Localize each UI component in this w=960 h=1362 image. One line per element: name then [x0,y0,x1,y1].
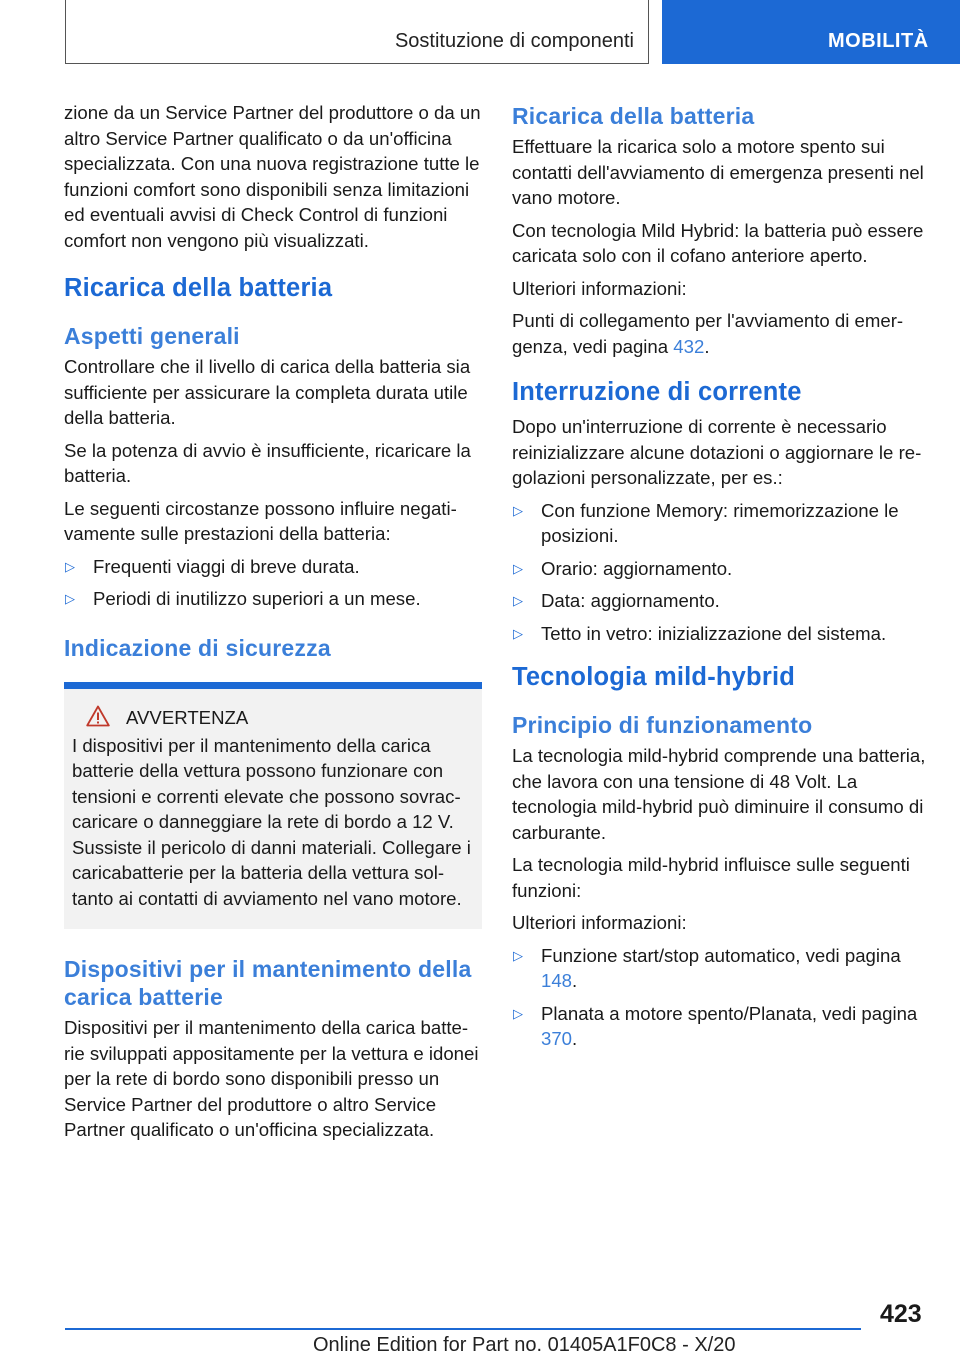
list-item: ▷ Orario: aggiornamento. [512,556,928,582]
list-item: ▷ Frequenti viaggi di breve durata. [64,554,482,580]
list-item: ▷ Planata a motore spento/Planata, vedi pagina 370. [513,1002,918,1049]
warning-text: I dispositivi per il mantenimento della carica batterie della vettura possono funzionare con tensioni e correnti elevate che possono sovraccaricare o danneggiare la rete di bordo a 12 V. Sussiste il pericolo di danni materiali. Collegare i caricabatterie per la batteria della vettura soltanto ai contatti di avviamento nel vano motore. [72,734,471,909]
list-item: ▷ Data: aggiornamento. [512,588,928,614]
section-title: Sostituzione di componenti [394,30,634,52]
heading-mild-hybrid: Tecnologia mild-hybrid [512,663,796,691]
paragraph: Dispositivi per il mantenimento della carica batterie sviluppati appositamente per la vettura e idonei per la rete di bordo sono disponibili presso un Service Partner del produttore o altro Service Partner qualificato o un'officina specializzata. [64,1017,479,1140]
paragraph: La tecnologia mild-hybrid influisce sulle seguenti funzioni: [512,854,910,901]
paragraph: Ulteriori informazioni: [512,277,687,299]
triangle-bullet-icon: ▷ [65,591,75,606]
header-section-box [65,0,649,64]
triangle-bullet-icon: ▷ [513,1005,523,1021]
intro-paragraph: zione da un Service Partner del produttore o da un altro Service Partner qualificato o da un'officina specializzata. Con una nuova registrazione tutte le funzioni comfort sono disponibili senza limitazioni ed eventuali avvisi di Check Control di funzioni comfort non vengono più visualizzati. [64,102,481,251]
triangle-bullet-icon: ▷ [513,947,523,963]
heading-safety-note: Indicazione di sicurezza [64,634,331,661]
heading-power-interruption: Interruzione di corrente [512,378,802,406]
heading-operating-principle: Principio di funzionamento [512,712,813,738]
bullet-list [64,554,482,612]
page-number: 423 [880,1300,922,1328]
list-item: ▷ Periodi di inutilizzo superiori a un mese. [64,586,482,612]
footer-divider [65,1328,861,1330]
bullet-list [512,498,928,647]
page-link[interactable]: 370 [541,1028,573,1049]
paragraph: Ulteriori informazioni: [512,912,687,933]
chapter-title: MOBILITÀ [828,30,929,52]
warning-triangle-icon [86,705,110,727]
heading-battery-charging: Ricarica della batteria [64,274,333,302]
page-header [0,0,960,66]
list-item: ▷ Con funzione Memory: rimemorizzazione le posizioni. [513,499,899,546]
paragraph: Con tecnologia Mild Hybrid: la batteria può essere caricata solo con il cofano anteriore aperto. [512,219,924,266]
paragraph: La tecnologia mild-hybrid comprende una batteria, che lavora con una tensione di 48 Volt. La tecnologia mild-hybrid può diminuire il consumo di carburante. [512,745,926,843]
page-link[interactable]: 432 [673,335,705,357]
paragraph: Le seguenti circostanze possono influire negativamente sulle prestazioni della batteria: [64,497,457,544]
heading-general-aspects: Aspetti generali [64,323,240,349]
list-item: ▷ Tetto in vetro: inizializzazione del sistema. [512,621,928,647]
triangle-bullet-icon: ▷ [65,558,75,574]
triangle-bullet-icon: ▷ [513,593,523,608]
link-list [512,943,928,1052]
list-item: ▷ Funzione start/stop automatico, vedi pagina 148. [513,944,901,991]
paragraph: Effettuare la ricarica solo a motore spento sui contatti dell'avviamento di emergenza presenti nel vano motore. [512,136,924,208]
heading-maintenance-devices: Dispositivi per il mantenimento della carica batterie [64,956,472,1010]
edition-text: Online Edition for Part no. 01405A1F0C8 - X/20 [313,1334,736,1356]
paragraph: Punti di collegamento per l'avviamento di emergenza, vedi pagina 432. [512,310,904,357]
chapter-tab [662,0,960,64]
right-column [512,100,928,1060]
triangle-bullet-icon: ▷ [513,625,523,641]
triangle-bullet-icon: ▷ [513,560,523,576]
warning-box [64,682,482,930]
paragraph: Dopo un'interruzione di corrente è necessario reinizializzare alcune dotazioni o aggiornare le regolazioni personalizzate, per es.: [512,416,922,488]
triangle-bullet-icon: ▷ [513,502,523,518]
paragraph: Se la potenza di avvio è insufficiente, ricaricare la batteria. [64,439,471,486]
page-link[interactable]: 148 [541,970,573,991]
paragraph: Controllare che il livello di carica della batteria sia sufficiente per assicurare la completa durata utile della batteria. [64,356,471,428]
left-column [64,100,482,1150]
warning-title: AVVERTENZA [72,705,472,731]
heading-battery-charging-2: Ricarica della batteria [512,103,755,129]
